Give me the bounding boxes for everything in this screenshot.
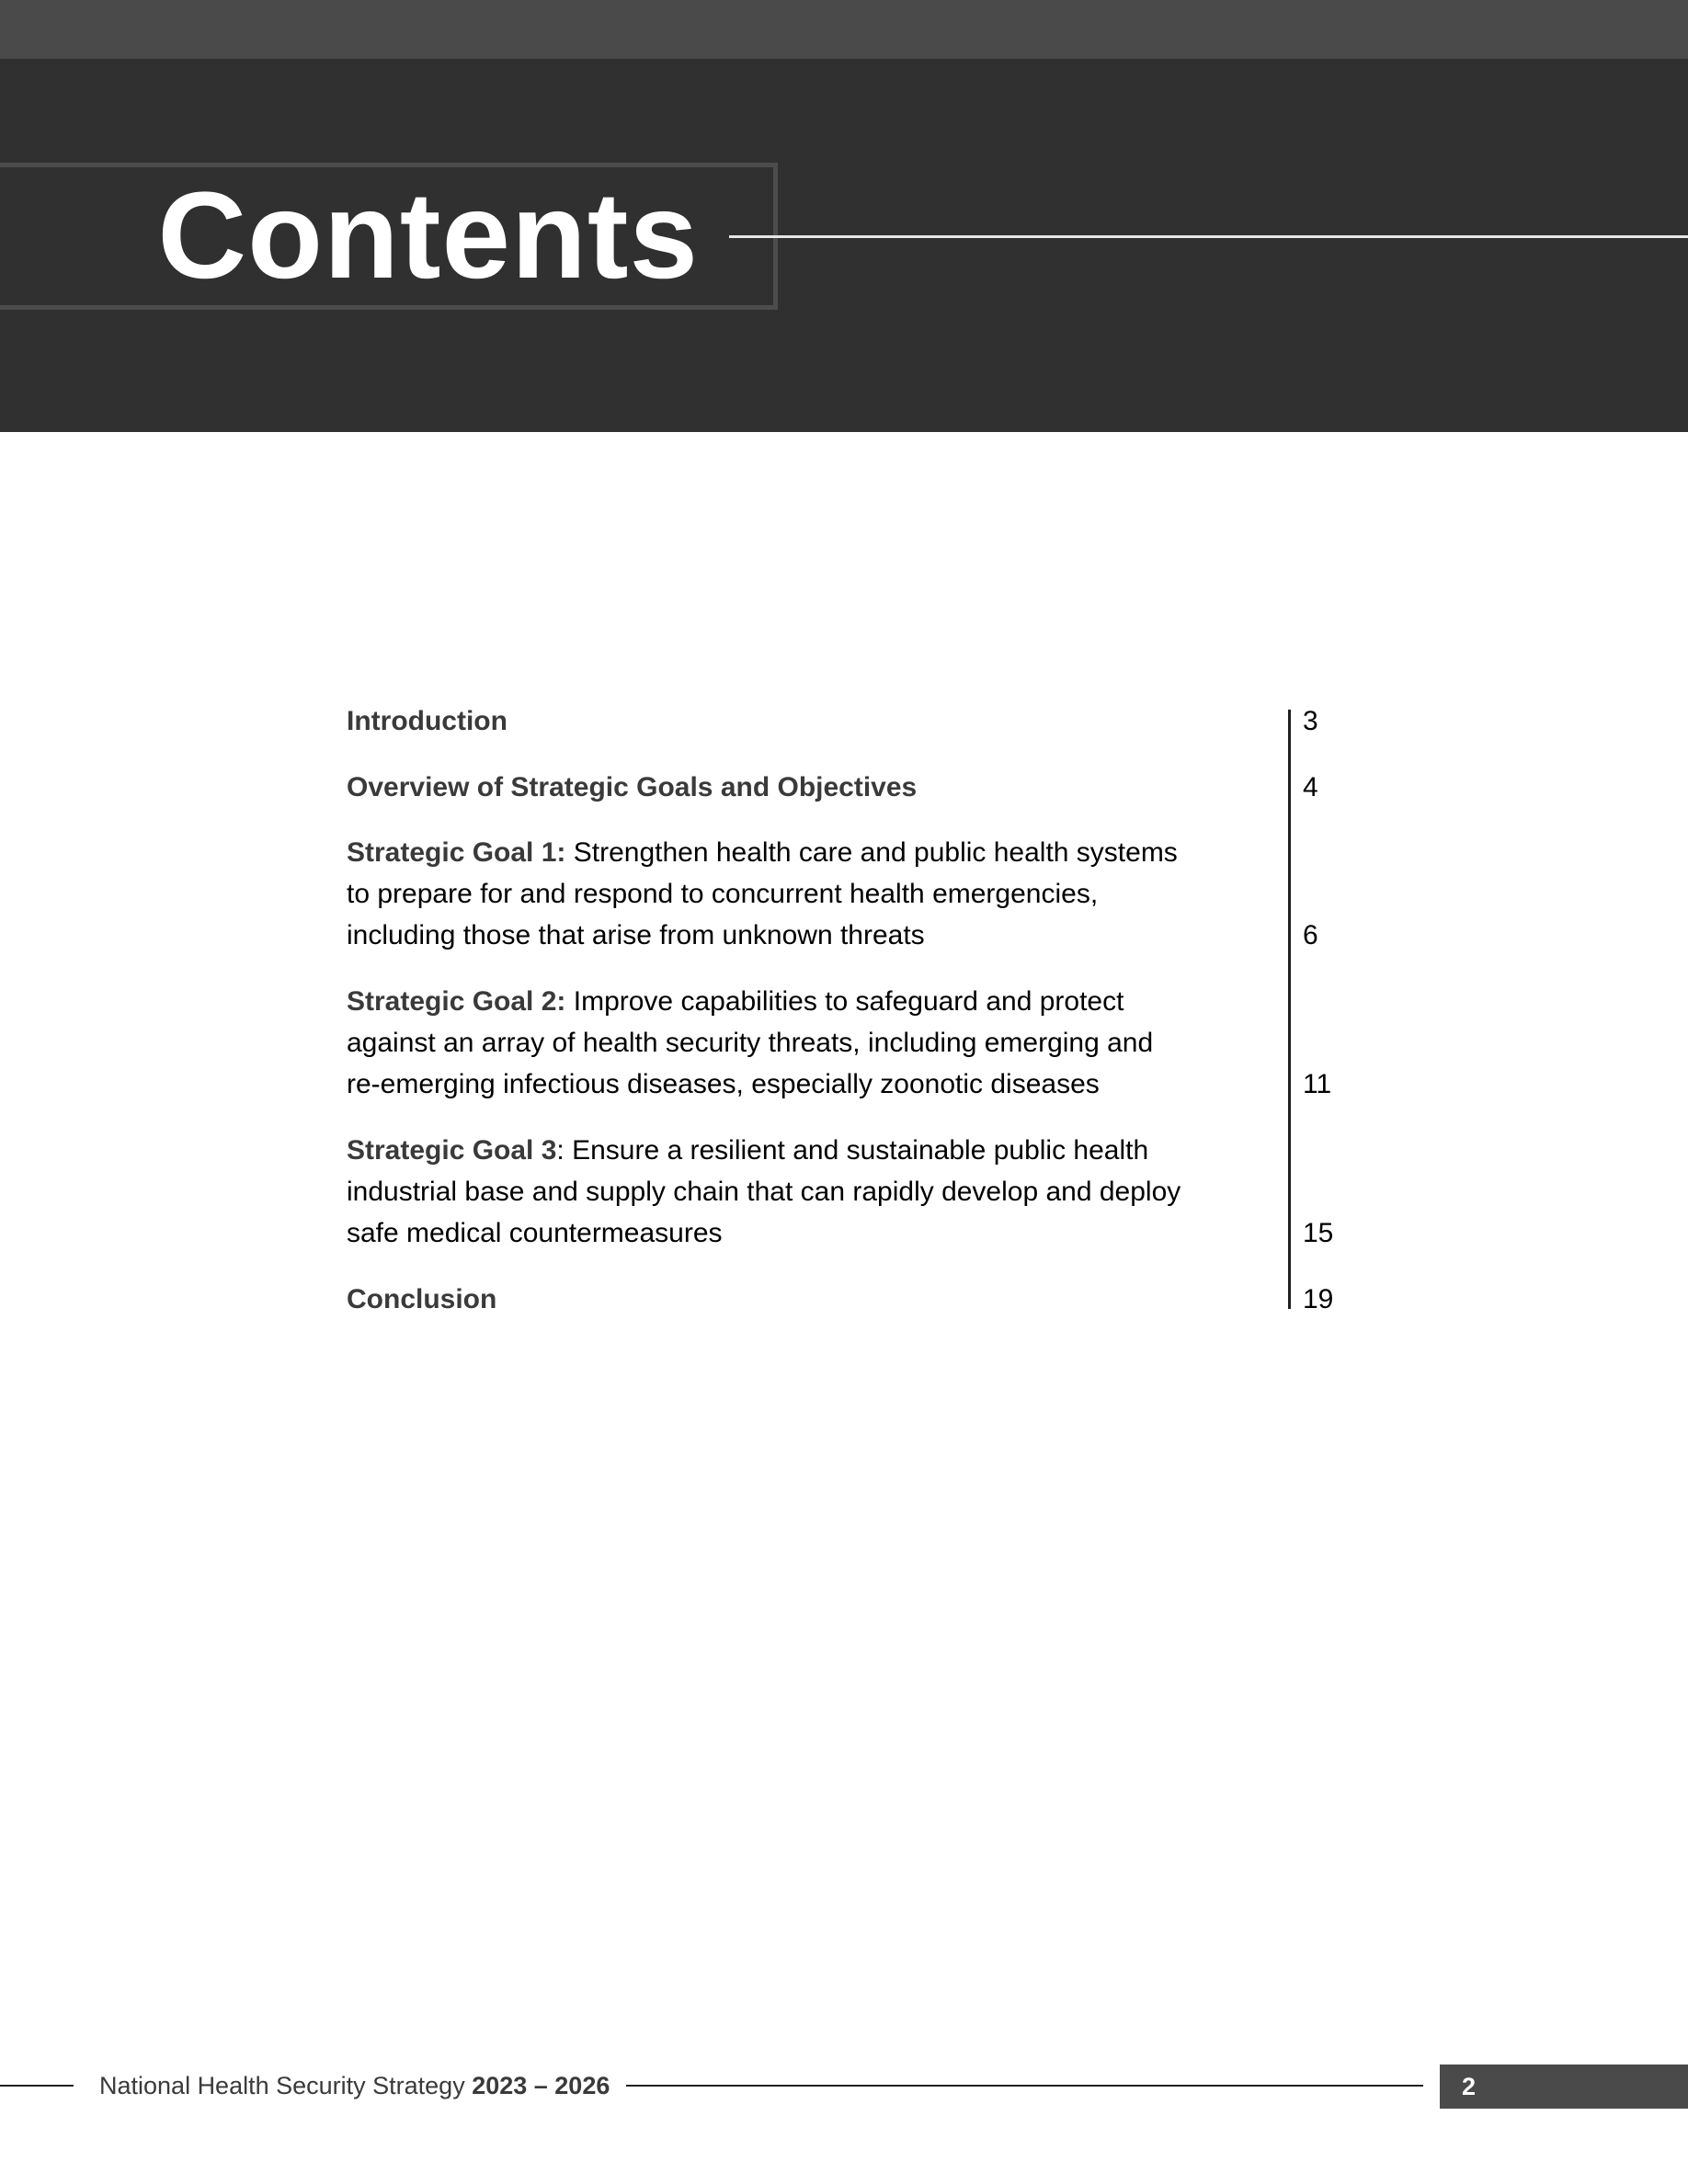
page-number-badge [1440, 2065, 1688, 2109]
toc-page-number: 6 [1303, 920, 1318, 950]
page-title: Contents [157, 167, 699, 304]
toc-entry-heading: Introduction [347, 706, 508, 736]
toc-entry-text: Improve capabilities to safeguard and protect against an array of health security threats, including emerging and re-emerging infectious diseases, especially zoonotic diseases [347, 986, 1154, 1099]
toc-page-number: 11 [1303, 1069, 1332, 1099]
toc-entry-introduction[interactable] [347, 700, 1192, 742]
toc-entry-heading: Strategic Goal 1: [347, 837, 566, 868]
toc-page-number: 19 [1303, 1284, 1334, 1314]
toc-entry-heading: Overview of Strategic Goals and Objectives [347, 772, 918, 802]
toc-entry-text: : Ensure a resilient and sustainable public health industrial base and supply chain that can rapidly develop and deploy safe medical countermeasures [347, 1135, 1181, 1248]
toc-entry-goal-1[interactable] [347, 832, 1192, 956]
header-top-strip [0, 0, 1688, 59]
footer-years: 2023 – 2026 [472, 2072, 610, 2099]
toc-entry-text: Strengthen health care and public health systems to prepare for and respond to concurrent health emergencies, including those that arise from unknown threats [347, 837, 1178, 950]
page-number: 2 [1462, 2073, 1477, 2100]
toc-page-number: 15 [1303, 1218, 1334, 1248]
toc-page-number: 3 [1303, 706, 1318, 736]
toc-entry-heading: Strategic Goal 3 [347, 1135, 557, 1166]
toc-entry-overview[interactable] [347, 767, 1192, 808]
toc-entry-conclusion[interactable] [347, 1279, 1192, 1320]
toc-page-number: 4 [1303, 772, 1318, 802]
title-rule [729, 235, 1688, 238]
footer-doc-name: National Health Security Strategy [99, 2072, 473, 2099]
toc-entry-heading: Conclusion [347, 1284, 497, 1314]
toc-entry-heading: Strategic Goal 2: [347, 986, 566, 1017]
footer-rule-middle [626, 2085, 1423, 2087]
footer-rule-left [0, 2085, 74, 2087]
toc-entry-goal-3[interactable] [347, 1130, 1192, 1254]
toc-entry-goal-2[interactable] [347, 981, 1192, 1105]
toc-divider [1288, 710, 1291, 1309]
footer-document-title [99, 2068, 610, 2103]
